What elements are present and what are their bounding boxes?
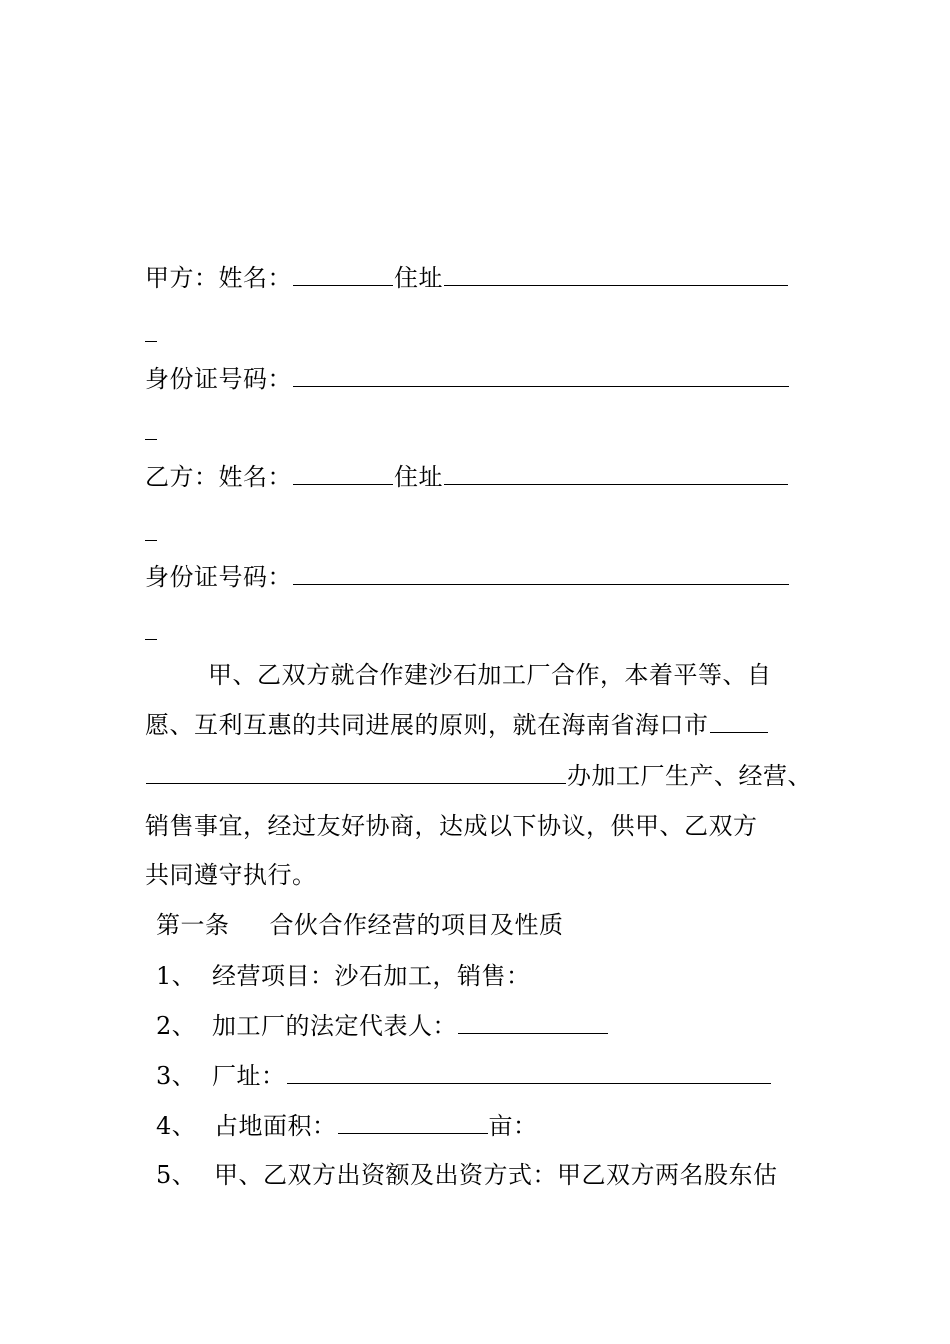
- item-number: 3、: [156, 1062, 197, 1090]
- item-text: 占地面积：: [214, 1112, 337, 1140]
- intro-line-5: 共同遵守执行。: [145, 861, 317, 889]
- city-blank[interactable]: [710, 710, 768, 733]
- article-1-item: [156, 1160, 778, 1190]
- party-b-address-label: 住址: [394, 463, 443, 491]
- party-b-id-label: 身份证号码：: [145, 563, 292, 591]
- party-a-id-line: [145, 364, 790, 394]
- party-a-name-blank[interactable]: [293, 263, 393, 286]
- intro-line-1: 甲、乙双方就合作建沙石加工厂合作，本着平等、自: [208, 661, 772, 689]
- article-1-title: 合伙合作经营的项目及性质: [269, 911, 564, 939]
- article-1-item: [156, 961, 531, 991]
- item-number: 5、: [156, 1161, 197, 1189]
- party-a-id-blank[interactable]: [293, 364, 789, 387]
- intro-line-3-text: 办加工厂生产、经营、: [567, 762, 812, 790]
- article-1-number: 第一条: [156, 911, 230, 939]
- article-1-item: [156, 1061, 772, 1091]
- location-blank[interactable]: [146, 761, 566, 784]
- party-a-name-label: 甲方：姓名：: [145, 264, 292, 292]
- intro-line-3: [145, 761, 812, 791]
- party-b-id-line: [145, 562, 790, 592]
- intro-line-2-text: 愿、互利互惠的共同进展的原则，就在海南省海口市: [145, 711, 709, 739]
- party-b-address-blank-continued: [145, 540, 157, 541]
- party-a-address-label: 住址: [394, 264, 443, 292]
- party-a-id-label: 身份证号码：: [145, 365, 292, 393]
- party-a-address-blank[interactable]: [444, 263, 788, 286]
- party-a-address-blank-continued: [145, 341, 157, 342]
- area-blank[interactable]: [338, 1111, 488, 1134]
- item-text: 甲、乙双方出资额及出资方式：甲乙双方两名股东估: [214, 1161, 778, 1189]
- party-b-name-blank[interactable]: [293, 462, 393, 485]
- article-1-heading: [156, 910, 564, 940]
- factory-address-blank[interactable]: [287, 1061, 771, 1084]
- legal-rep-blank[interactable]: [458, 1011, 608, 1034]
- party-b-line: [145, 462, 789, 492]
- article-1-item: [156, 1011, 609, 1041]
- item-number: 1、: [156, 962, 197, 990]
- party-a-id-blank-continued: [145, 439, 157, 440]
- item-number: 4、: [156, 1112, 197, 1140]
- party-b-name-label: 乙方：姓名：: [145, 463, 292, 491]
- item-text: 厂址：: [212, 1062, 286, 1090]
- item-text: 经营项目：沙石加工，销售：: [212, 962, 531, 990]
- item-number: 2、: [156, 1012, 197, 1040]
- item-text: 加工厂的法定代表人：: [212, 1012, 457, 1040]
- party-b-id-blank-continued: [145, 639, 157, 640]
- party-b-address-blank[interactable]: [444, 462, 788, 485]
- intro-line-4: 销售事宜，经过友好协商，达成以下协议，供甲、乙双方: [145, 812, 758, 840]
- party-a-line: [145, 263, 789, 293]
- item-suffix: 亩：: [488, 1112, 538, 1140]
- article-1-item: [156, 1111, 538, 1141]
- intro-line-2: [145, 710, 769, 740]
- party-b-id-blank[interactable]: [293, 562, 789, 585]
